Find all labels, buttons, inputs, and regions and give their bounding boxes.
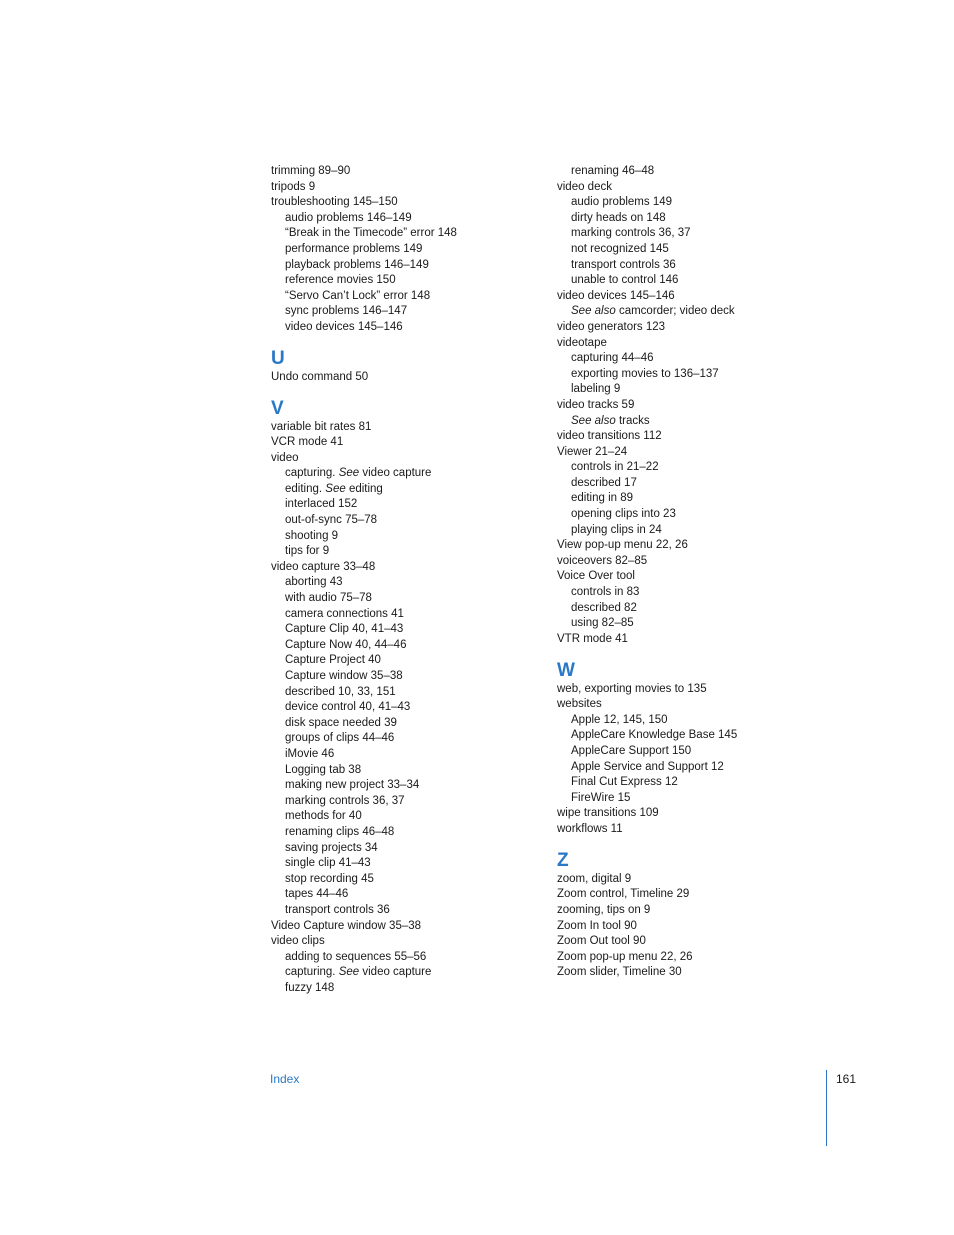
index-entry: Zoom In tool 90 <box>557 919 637 932</box>
index-subentry: methods for 40 <box>285 810 362 823</box>
index-subentry: groups of clips 44–46 <box>285 732 395 745</box>
index-subentry: playback problems 146–149 <box>285 258 429 271</box>
index-subentry: controls in 83 <box>571 586 640 599</box>
index-subentry: performance problems 149 <box>285 242 423 255</box>
index-entry: video tracks 59 <box>557 398 635 411</box>
see-reference: See also <box>571 414 616 427</box>
see-reference: See <box>325 482 346 495</box>
index-entry: Video Capture window 35–38 <box>271 919 422 932</box>
index-letter-heading: W <box>557 659 575 681</box>
index-subentry: renaming 46–48 <box>571 165 655 177</box>
index-letter-heading: U <box>271 347 285 369</box>
index-subentry: dirty heads on 148 <box>571 211 666 224</box>
index-subentry: “Break in the Timecode” error 148 <box>285 227 457 240</box>
index-subentry: Apple 12, 145, 150 <box>571 713 668 726</box>
index-subentry: out-of-sync 75–78 <box>285 514 378 527</box>
index-subentry: FireWire 15 <box>571 791 631 804</box>
index-entry: zoom, digital 9 <box>557 872 632 885</box>
index-subentry: marking controls 36, 37 <box>285 794 405 807</box>
index-subentry: transport controls 36 <box>285 903 390 916</box>
index-entry: VTR mode 41 <box>557 632 628 645</box>
index-subentry: video devices 145–146 <box>285 320 403 333</box>
index-entry: video <box>271 451 299 464</box>
index-subentry: transport controls 36 <box>571 258 676 271</box>
index-entry: troubleshooting 145–150 <box>271 196 398 209</box>
index-entry: video deck <box>557 180 612 193</box>
index-entry: Voice Over tool <box>557 570 635 583</box>
index-column-left <box>271 164 541 996</box>
see-reference: See also <box>571 305 616 318</box>
index-subentry: interlaced 152 <box>285 498 358 511</box>
index-letter-heading: V <box>271 397 284 419</box>
index-subentry <box>271 466 541 482</box>
entry-text: video capture <box>359 966 432 979</box>
index-subentry: making new project 33–34 <box>285 779 420 792</box>
index-subentry: controls in 21–22 <box>571 461 659 474</box>
index-subentry: camera connections 41 <box>285 607 404 620</box>
index-subentry: playing clips in 24 <box>571 523 662 536</box>
index-subentry: Logging tab 38 <box>285 763 362 776</box>
index-subentry: adding to sequences 55–56 <box>285 950 427 963</box>
index-subentry: audio problems 146–149 <box>285 211 412 224</box>
index-entry: tripods 9 <box>271 180 316 193</box>
footer-divider <box>826 1070 827 1146</box>
index-entry: websites <box>557 698 602 711</box>
index-subentry: opening clips into 23 <box>571 508 676 521</box>
index-subentry: with audio 75–78 <box>285 592 372 605</box>
index-subentry: AppleCare Knowledge Base 145 <box>571 729 738 742</box>
index-subentry: labeling 9 <box>571 383 621 396</box>
index-entry: zooming, tips on 9 <box>557 903 651 916</box>
index-subentry: Capture window 35–38 <box>285 670 403 682</box>
index-subentry: fuzzy 148 <box>285 981 335 994</box>
index-subentry: Final Cut Express 12 <box>571 776 678 789</box>
index-subentry: reference movies 150 <box>285 274 396 287</box>
index-entry: Undo command 50 <box>271 370 369 383</box>
index-entry: View pop-up menu 22, 26 <box>557 539 688 552</box>
index-entry: video devices 145–146 <box>557 289 675 302</box>
index-subentry: device control 40, 41–43 <box>285 701 411 714</box>
index-subentry: renaming clips 46–48 <box>285 825 395 838</box>
footer-section-label: Index <box>270 1072 300 1086</box>
index-subentry: aborting 43 <box>285 576 343 589</box>
index-subentry: audio problems 149 <box>571 196 673 209</box>
entry-text: video capture <box>359 467 432 480</box>
index-subentry: stop recording 45 <box>285 872 374 885</box>
entry-text: editing. <box>285 482 326 495</box>
index-subentry: “Servo Can’t Lock” error 148 <box>285 289 431 302</box>
index-subentry: described 10, 33, 151 <box>285 685 396 698</box>
index-subentry: saving projects 34 <box>285 841 378 854</box>
index-subentry: Capture Now 40, 44–46 <box>285 638 407 651</box>
entry-text: editing <box>345 482 383 495</box>
index-subentry: Capture Project 40 <box>285 654 381 667</box>
index-subentry: AppleCare Support 150 <box>571 744 692 757</box>
entry-text: capturing. <box>285 966 339 979</box>
index-entry: Zoom pop-up menu 22, 26 <box>557 950 693 963</box>
index-subentry: Capture Clip 40, 41–43 <box>285 623 404 636</box>
index-subentry: single clip 41–43 <box>285 857 371 870</box>
index-entry: videotape <box>557 336 607 349</box>
page-number: 161 <box>836 1072 857 1086</box>
index-entry: workflows 11 <box>557 822 623 835</box>
index-subentry <box>557 304 827 320</box>
index-column-right <box>557 164 827 981</box>
see-reference: See <box>338 966 360 979</box>
index-subentry: marking controls 36, 37 <box>571 227 691 240</box>
index-subentry: capturing 44–46 <box>571 352 654 365</box>
index-subentry: editing in 89 <box>571 492 634 505</box>
index-entry: Zoom control, Timeline 29 <box>557 888 690 901</box>
entry-text: camcorder; video deck <box>615 305 735 318</box>
index-entry: Viewer 21–24 <box>557 445 628 458</box>
index-subentry: exporting movies to 136–137 <box>571 367 719 380</box>
entry-text: capturing. <box>285 467 339 480</box>
index-entry: video clips <box>271 935 325 948</box>
index-entry: wipe transitions 109 <box>557 807 659 820</box>
index-subentry: described 17 <box>571 476 637 489</box>
index-subentry: shooting 9 <box>285 529 339 542</box>
index-subentry <box>271 965 541 981</box>
index-subentry: tapes 44–46 <box>285 888 349 901</box>
index-entry: Zoom slider, Timeline 30 <box>557 966 682 979</box>
index-entry: variable bit rates 81 <box>271 420 372 433</box>
index-subentry: iMovie 46 <box>285 747 335 760</box>
index-letter-heading: Z <box>557 849 569 871</box>
index-entry: video capture 33–48 <box>271 560 376 573</box>
index-entry: voiceovers 82–85 <box>557 554 648 567</box>
index-entry: video transitions 112 <box>557 430 662 443</box>
index-subentry: not recognized 145 <box>571 242 669 255</box>
index-subentry: unable to control 146 <box>571 274 679 287</box>
index-subentry: tips for 9 <box>285 545 330 558</box>
entry-text: tracks <box>615 414 650 427</box>
index-subentry: using 82–85 <box>571 617 634 630</box>
index-entry: trimming 89–90 <box>271 165 351 177</box>
index-subentry: sync problems 146–147 <box>285 305 408 318</box>
index-entry: VCR mode 41 <box>271 436 344 449</box>
index-subentry: described 82 <box>571 601 637 614</box>
index-subentry: disk space needed 39 <box>285 716 397 729</box>
index-entry: video generators 123 <box>557 320 666 333</box>
index-subentry <box>271 482 541 498</box>
index-entry: Zoom Out tool 90 <box>557 935 646 948</box>
index-entry: web, exporting movies to 135 <box>557 682 707 695</box>
index-subentry: Apple Service and Support 12 <box>571 760 724 773</box>
index-subentry <box>557 414 827 430</box>
see-reference: See <box>338 467 360 480</box>
